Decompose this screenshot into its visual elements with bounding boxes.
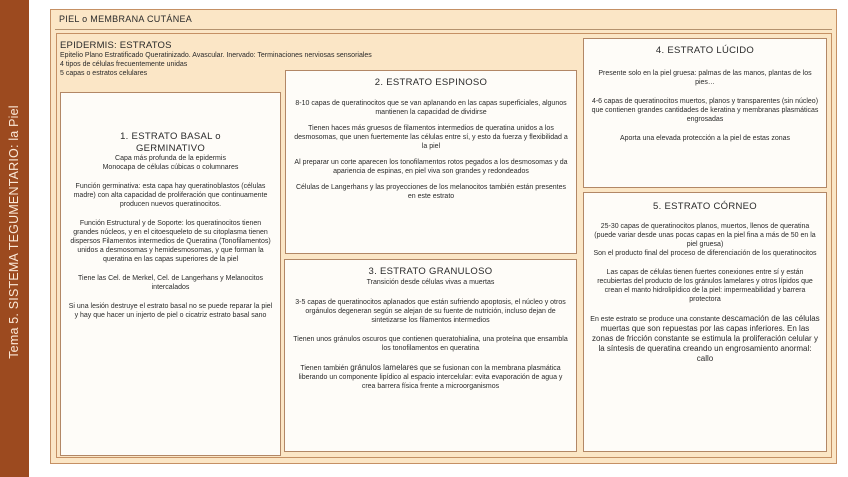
estrato-lucido-text: Aporta una elevada protección a la piel de estas zonas	[619, 134, 791, 142]
estrato-corneo-text	[590, 314, 820, 364]
estrato-corneo-text: Son el producto final del proceso de diferenciación de los queratinocitos	[593, 249, 817, 257]
sidebar-label: Tema 5. SISTEMA TEGUMENTARIO: la Piel	[7, 105, 21, 359]
estrato-lucido-box	[583, 38, 827, 188]
granulos-lamelares-term: gránulos lamelares	[350, 362, 418, 372]
title-divider	[55, 29, 832, 30]
epidermis-line: Epitelio Plano Estratificado Queratinizado. Avascular. Inervado: Terminaciones nerviosas sensoriales	[60, 52, 372, 59]
estrato-corneo-box	[583, 192, 827, 452]
estrato-espinoso-text: Células de Langerhans y las proyecciones de los melanocitos también están presentes en este estrato	[295, 183, 567, 200]
estrato-espinoso-title: 2. ESTRATO ESPINOSO	[374, 77, 488, 88]
estrato-basal-text: Función germinativa: esta capa hay queratinoblastos (células madre) con alta capacidad de proliferación que continuamente producen nuevos queratinocitos.	[73, 183, 268, 208]
estrato-lucido-title: 4. ESTRATO LÚCIDO	[655, 45, 755, 56]
estrato-basal-box	[60, 92, 281, 456]
corneo-text-part: En este estrato se produce una constante	[590, 315, 720, 323]
epidermis-line: 5 capas o estratos celulares	[60, 70, 148, 77]
estrato-basal-text: Tiene las Cel. de Merkel, Cel. de Langerhans y Melanocitos intercalados	[78, 275, 263, 291]
estrato-basal-text: Si una lesión destruye el estrato basal no se puede reparar la piel y hay que hacer un injerto de piel o cicatriz estrato basal sano	[68, 303, 273, 319]
descamacion-text: descamación de las células muertas que son repuestas por las capas inferiores. En las zonas de fricción constante se estimula la proliferación celular y la síntesis de queratina creando un engrosamiento anormal: callo	[592, 313, 820, 363]
estrato-granuloso-text	[291, 363, 570, 391]
estrato-corneo-text: 25-30 capas de queratinocitos planos, muertos, llenos de queratina (puede variar desde unas pocas capas en la piel fina a más de 50 en la piel gruesa)	[594, 222, 816, 248]
epidermis-heading: EPIDERMIS: ESTRATOS	[60, 40, 172, 51]
estrato-basal-subtitle2: Monocapa de células cúbicas o columnares	[102, 164, 239, 171]
estrato-espinoso-box	[285, 70, 577, 254]
estrato-corneo-text: Las capas de células tienen fuertes conexiones entre sí y están recubiertas del producto de los gránulos lamelares y otros lípidos que crean el manto hidrolipídico de la piel: impermeabilidad y barrera protectora	[597, 268, 813, 303]
estrato-basal-subtitle: Capa más profunda de la epidermis	[115, 155, 226, 162]
estrato-granuloso-title: 3. ESTRATO GRANULOSO	[368, 266, 493, 277]
estrato-lucido-text: Presente solo en la piel gruesa: palmas de las manos, plantas de los pies…	[598, 69, 812, 86]
granuloso-text-part: Tienen también	[300, 364, 349, 372]
estrato-corneo-title: 5. ESTRATO CÓRNEO	[653, 201, 757, 212]
estrato-granuloso-box	[284, 259, 577, 452]
estrato-lucido-text: 4-6 capas de queratinocitos muertos, planos y transparentes (sin núcleo) que contienen grandes cantidades de keratina y membranas plasmáticas engrosadas	[591, 97, 819, 123]
diagram-title: PIEL o MEMBRANA CUTÁNEA	[59, 14, 193, 24]
estrato-basal-text: Función Estructural y de Soporte: los queratinocitos tienen grandes núcleos, y en el citoesqueleto de su citoplasma tienen dispersos Filamentos intermedios de Queratina (Tonofilamentos) unidos a desmosomas y hemidesmosomas, y que forman la queratina en las capas superiores de la piel	[70, 220, 271, 263]
epidermis-line: 4 tipos de células frecuentemente unidas	[60, 61, 188, 68]
estrato-granuloso-text: 3-5 capas de queratinocitos aplanados que están sufriendo apoptosis, el núcleo y otros orgánulos degeneran según se alejan de su fuente de nutrición, incluso dejan de sintetizarse los filamentos intermedios	[295, 298, 566, 324]
estrato-granuloso-subtitle: Transición desde células vivas a muertas	[366, 278, 495, 286]
granuloso-text-part: que se fusionan con la membrana plasmática liberando un componente lipídico al espacio intercelular: evita evaporación de agua y crea barrera física frente a microorganismos	[298, 364, 563, 390]
estrato-basal-title: 1. ESTRATO BASAL o GERMINATIVO	[120, 131, 221, 154]
estrato-granuloso-text: Tienen unos gránulos oscuros que contienen queratohialina, una proteína que ensambla los tonofilamentos en queratina	[293, 335, 568, 352]
estrato-espinoso-text: 8-10 capas de queratinocitos que se van aplanando en las capas superficiales, algunos mantienen la capacidad de dividirse	[295, 99, 567, 116]
estrato-espinoso-text: Tienen haces más gruesos de filamentos intermedios de queratina unidos a los desmosomas, que unen fuertemente las células entre sí, y esto da fuerza y flexibilidad a la piel	[294, 124, 568, 150]
sidebar	[0, 0, 29, 477]
estrato-espinoso-text: Al preparar un corte aparecen los tonofilamentos rotos pegados a los desmosomas y da apariencia de espinas, en piel viva son grandes y redondeados	[294, 158, 568, 175]
